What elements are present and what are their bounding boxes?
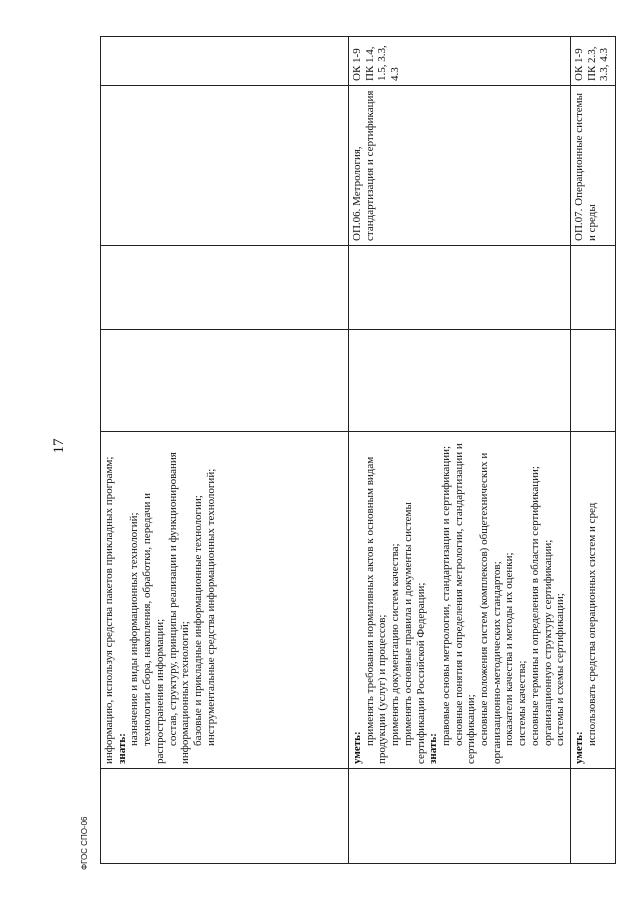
cell-discipline: ОП.06. Метрология, стандартизация и сертификация [349, 86, 571, 246]
knowledge-item: состав, структуру, принципы реализации и функционирования информационных технологий; [166, 452, 192, 764]
knowledge-list [351, 436, 567, 764]
cell-knowledge [571, 432, 616, 769]
page-number: 17 [51, 438, 67, 454]
cell-hours-max [101, 330, 349, 432]
knowledge-list [103, 436, 217, 764]
knowledge-item: применять требования нормативных актов к основным видам продукции (услуг) и процессов; [363, 456, 389, 764]
knowledge-item: основные понятия и определения метрологии, стандартизации и сертификации; [452, 443, 478, 764]
knowledge-item: применять основные правила и документы системы сертификации Российской Федерации; [401, 502, 427, 764]
cell-competences: ОК 1-9 ПК 2.3, 3.3, 4.3 [571, 37, 616, 86]
cell-discipline: ОП.07. Операционные системы и среды [571, 86, 616, 246]
section-label: знать: [427, 733, 440, 764]
section-label: уметь: [573, 731, 585, 764]
table-row [571, 37, 616, 864]
table-row [101, 37, 349, 864]
rotated-table-wrapper [100, 37, 615, 864]
knowledge-item: инструментальные средства информационных технологий; [204, 468, 217, 746]
knowledge-item: назначение и виды информационных технологий; [128, 512, 141, 746]
knowledge-item: основные положения систем (комплексов) общетехнических и организационно-методических стандартов; [478, 452, 503, 764]
knowledge-item: технологии сбора, накопления, обработки, передачи и распространения информации; [141, 492, 166, 764]
knowledge-item: использовать средства операционных систем и сред [585, 502, 598, 746]
knowledge-item: организационную структуру сертификации; [541, 539, 554, 746]
knowledge-item: системы качества; [516, 660, 529, 746]
footer-text: ФГОС СПО-06 [80, 816, 89, 870]
cell-hours-max [349, 330, 571, 432]
cell-index [101, 769, 349, 864]
table-row [349, 37, 571, 864]
document-table-area [100, 37, 615, 864]
knowledge-item: правовые основы метрологии, стандартизации и сертификации; [439, 445, 452, 746]
cell-competences [101, 37, 349, 86]
competence-table [100, 36, 616, 864]
knowledge-list [573, 436, 598, 764]
knowledge-item: основные термины и определения в области сертификации; [528, 466, 541, 746]
cell-competences: ОК 1-9 ПК 1.4, 1.5, 3.3, 4.3 [349, 37, 571, 86]
knowledge-item: системы и схемы сертификации; [554, 593, 567, 746]
cell-index [571, 769, 616, 864]
cell-hours-class [101, 246, 349, 330]
cell-discipline [101, 86, 349, 246]
knowledge-item: применять документацию систем качества; [389, 543, 402, 746]
cell-knowledge [101, 432, 349, 769]
section-label: знать: [115, 733, 128, 764]
knowledge-item: базовые и прикладные информационные технологии; [191, 495, 204, 746]
cell-hours-class [571, 246, 616, 330]
section-label: уметь: [351, 731, 363, 764]
cell-hours-max [571, 330, 616, 432]
cell-index [349, 769, 571, 864]
knowledge-item: информацию, используя средства пакетов прикладных программ; [103, 456, 115, 764]
cell-hours-class [349, 246, 571, 330]
cell-knowledge [349, 432, 571, 769]
knowledge-item: показатели качества и методы их оценки; [503, 552, 516, 746]
footer-note [80, 816, 200, 880]
